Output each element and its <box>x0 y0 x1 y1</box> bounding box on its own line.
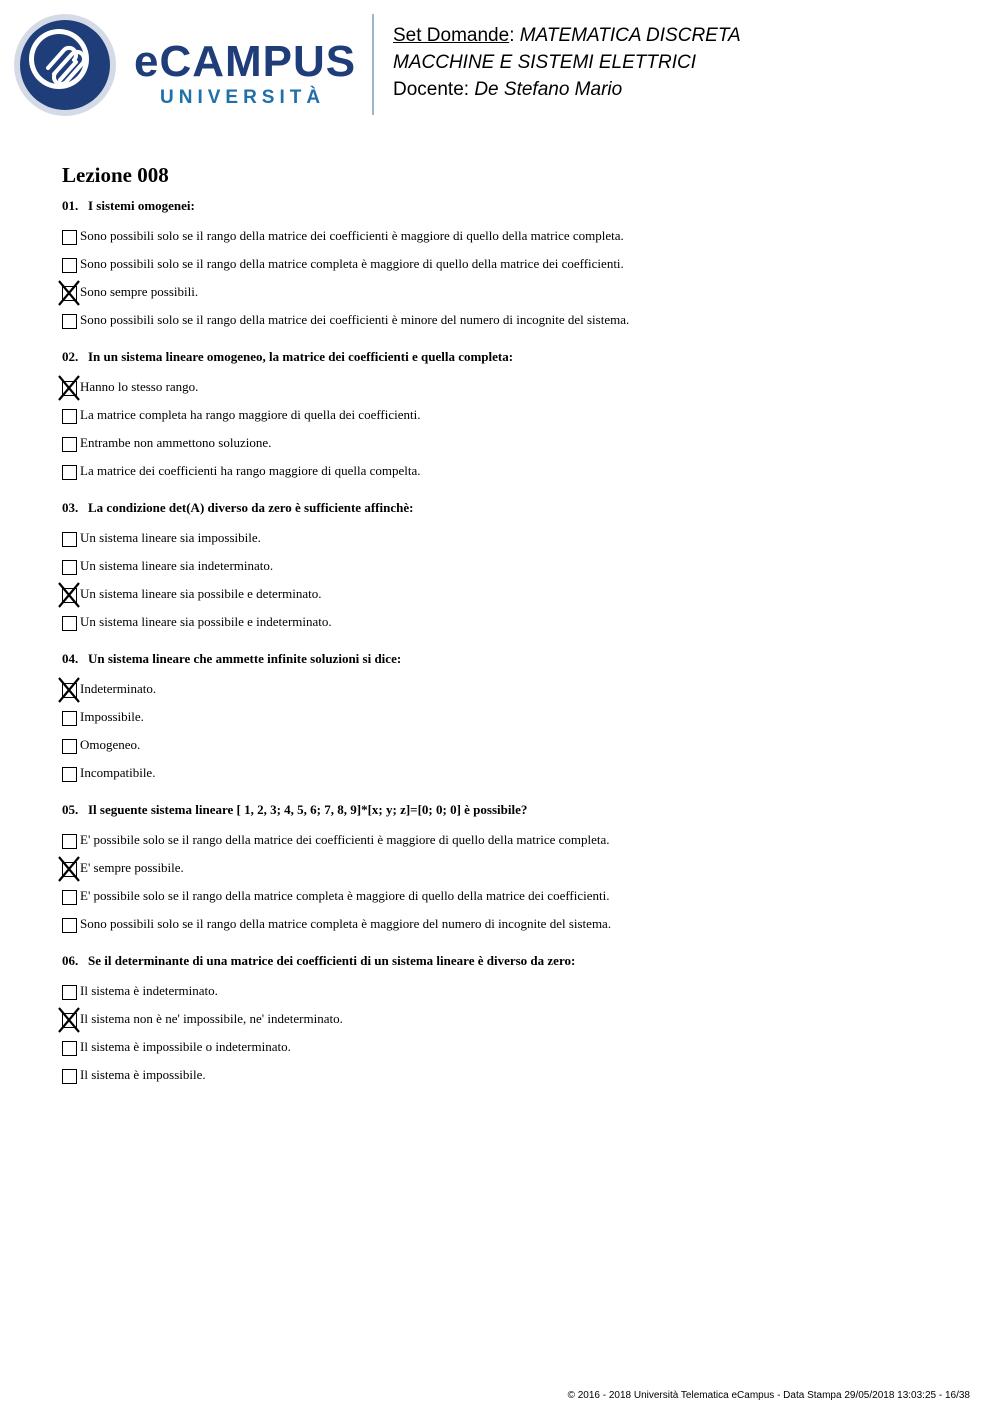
answer-option[interactable] <box>62 375 962 403</box>
answer-option[interactable] <box>62 733 962 761</box>
answer-option[interactable] <box>62 856 962 884</box>
question-title <box>62 500 962 516</box>
teacher-name: De Stefano Mario <box>474 79 623 100</box>
answer-option[interactable] <box>62 884 962 912</box>
answer-checkbox[interactable] <box>62 437 77 452</box>
answer-option[interactable] <box>62 224 962 252</box>
answer-option[interactable] <box>62 912 962 940</box>
answer-option[interactable] <box>62 705 962 733</box>
lesson-title: Lezione 008 <box>62 163 169 187</box>
question-title <box>62 953 962 969</box>
question-title <box>62 198 962 214</box>
question-text: Il seguente sistema lineare [ 1, 2, 3; 4, 5, 6; 7, 8, 9]*[x; y; z]=[0; 0; 0] è possibile? <box>88 802 528 817</box>
answer-checkbox[interactable] <box>62 465 77 480</box>
answer-checkbox[interactable] <box>62 1069 77 1084</box>
question-number: 01. <box>62 198 79 213</box>
question-block <box>62 500 962 638</box>
answer-checkbox[interactable] <box>62 739 77 754</box>
answer-option[interactable] <box>62 828 962 856</box>
answer-checkbox[interactable] <box>62 711 77 726</box>
question-title <box>62 349 962 365</box>
question-title <box>62 651 962 667</box>
ecampus-logo-badge <box>14 14 116 116</box>
answer-checkbox[interactable] <box>62 890 77 905</box>
page-footer: © 2016 - 2018 Università Telematica eCampus - Data Stampa 29/05/2018 13:03:25 - 16/38 <box>567 1390 970 1401</box>
answer-option[interactable] <box>62 1063 962 1091</box>
cross-mark-icon <box>57 582 81 608</box>
answer-text: Un sistema lineare sia possibile e determinato. <box>80 586 322 601</box>
question-block <box>62 651 962 789</box>
answer-checkbox[interactable] <box>62 918 77 933</box>
answer-checkbox[interactable] <box>62 985 77 1000</box>
course-line-1: MATEMATICA DISCRETA <box>519 25 741 46</box>
question-number: 06. <box>62 953 79 968</box>
answer-option[interactable] <box>62 677 962 705</box>
answer-text: E' possibile solo se il rango della matrice dei coefficienti è maggiore di quello della matrice completa. <box>80 832 610 847</box>
answer-text: Omogeneo. <box>80 737 141 752</box>
answer-option[interactable] <box>62 610 962 638</box>
answer-text: Un sistema lineare sia impossibile. <box>80 530 261 545</box>
answer-option[interactable] <box>62 582 962 610</box>
logo-wordmark: eCAMPUS <box>134 37 357 86</box>
header-info <box>393 22 741 103</box>
answer-text: Hanno lo stesso rango. <box>80 379 199 394</box>
answer-text: La matrice completa ha rango maggiore di quella dei coefficienti. <box>80 407 421 422</box>
question-text: Se il determinante di una matrice dei coefficienti di un sistema lineare è diverso da zero: <box>88 953 576 968</box>
cross-mark-icon <box>57 280 81 306</box>
cross-mark-icon <box>57 375 81 401</box>
question-text: I sistemi omogenei: <box>88 198 195 213</box>
answer-option[interactable] <box>62 1035 962 1063</box>
answer-text: Un sistema lineare sia possibile e indeterminato. <box>80 614 332 629</box>
question-block <box>62 198 962 336</box>
question-text: La condizione det(A) diverso da zero è sufficiente affinchè: <box>88 500 414 515</box>
answer-checkbox[interactable] <box>62 532 77 547</box>
question-number: 03. <box>62 500 79 515</box>
answer-text: Sono possibili solo se il rango della matrice completa è maggiore del numero di incognite del sistema. <box>80 916 612 931</box>
answer-text: Sono sempre possibili. <box>80 284 199 299</box>
set-label: Set Domande <box>393 25 510 46</box>
answer-text: Il sistema non è ne' impossibile, ne' indeterminato. <box>80 1011 343 1026</box>
answer-text: E' sempre possibile. <box>80 860 184 875</box>
answer-checkbox[interactable] <box>62 258 77 273</box>
cross-mark-icon <box>57 677 81 703</box>
answer-text: Il sistema è indeterminato. <box>80 983 218 998</box>
answer-option[interactable] <box>62 280 962 308</box>
answer-checkbox[interactable] <box>62 314 77 329</box>
answer-text: Sono possibili solo se il rango della matrice dei coefficienti è minore del numero di incognite del sistema. <box>80 312 630 327</box>
answer-text: Sono possibili solo se il rango della matrice dei coefficienti è maggiore di quello della matrice completa. <box>80 228 624 243</box>
answer-checkbox[interactable] <box>62 767 77 782</box>
question-text: Un sistema lineare che ammette infinite soluzioni si dice: <box>88 651 402 666</box>
answer-text: E' possibile solo se il rango della matrice completa è maggiore di quello della matrice dei coefficienti. <box>80 888 610 903</box>
question-block <box>62 349 962 487</box>
course-line-2: MACCHINE E SISTEMI ELETTRICI <box>393 52 696 73</box>
answer-text: Sono possibili solo se il rango della matrice completa è maggiore di quello della matrice dei coefficienti. <box>80 256 624 271</box>
set-line <box>393 22 741 49</box>
answer-option[interactable] <box>62 979 962 1007</box>
answer-checkbox[interactable] <box>62 230 77 245</box>
answer-text: Il sistema è impossibile o indeterminato. <box>80 1039 291 1054</box>
teacher-label: Docente: <box>393 79 470 100</box>
course-line-2-row <box>393 49 741 76</box>
answer-option[interactable] <box>62 1007 962 1035</box>
answer-option[interactable] <box>62 431 962 459</box>
answer-checkbox[interactable] <box>62 1041 77 1056</box>
answer-text: Indeterminato. <box>80 681 157 696</box>
answer-text: Il sistema è impossibile. <box>80 1067 206 1082</box>
answer-option[interactable] <box>62 459 962 487</box>
question-text: In un sistema lineare omogeneo, la matrice dei coefficienti e quella completa: <box>88 349 514 364</box>
answer-text: Incompatibile. <box>80 765 156 780</box>
question-title <box>62 802 962 818</box>
question-number: 05. <box>62 802 79 817</box>
question-number: 02. <box>62 349 79 364</box>
set-separator: : <box>509 25 515 46</box>
answer-text: Entrambe non ammettono soluzione. <box>80 435 272 450</box>
answer-text: Impossibile. <box>80 709 144 724</box>
answer-option[interactable] <box>62 554 962 582</box>
answer-option[interactable] <box>62 761 962 789</box>
answer-checkbox[interactable] <box>62 560 77 575</box>
answer-checkbox[interactable] <box>62 409 77 424</box>
teacher-line <box>393 76 741 103</box>
answer-option[interactable] <box>62 403 962 431</box>
question-block <box>62 802 962 940</box>
question-number: 04. <box>62 651 79 666</box>
answer-option[interactable] <box>62 526 962 554</box>
answer-text: Un sistema lineare sia indeterminato. <box>80 558 274 573</box>
answer-checkbox[interactable] <box>62 616 77 631</box>
logo-subtitle: UNIVERSITÀ <box>160 87 326 108</box>
cross-mark-icon <box>57 1007 81 1033</box>
cross-mark-icon <box>57 856 81 882</box>
question-block <box>62 953 962 1091</box>
header-divider <box>372 14 374 115</box>
answer-option[interactable] <box>62 252 962 280</box>
answer-checkbox[interactable] <box>62 834 77 849</box>
answer-option[interactable] <box>62 308 962 336</box>
ecampus-emblem-icon <box>14 14 116 116</box>
answer-text: La matrice dei coefficienti ha rango maggiore di quella compelta. <box>80 463 421 478</box>
